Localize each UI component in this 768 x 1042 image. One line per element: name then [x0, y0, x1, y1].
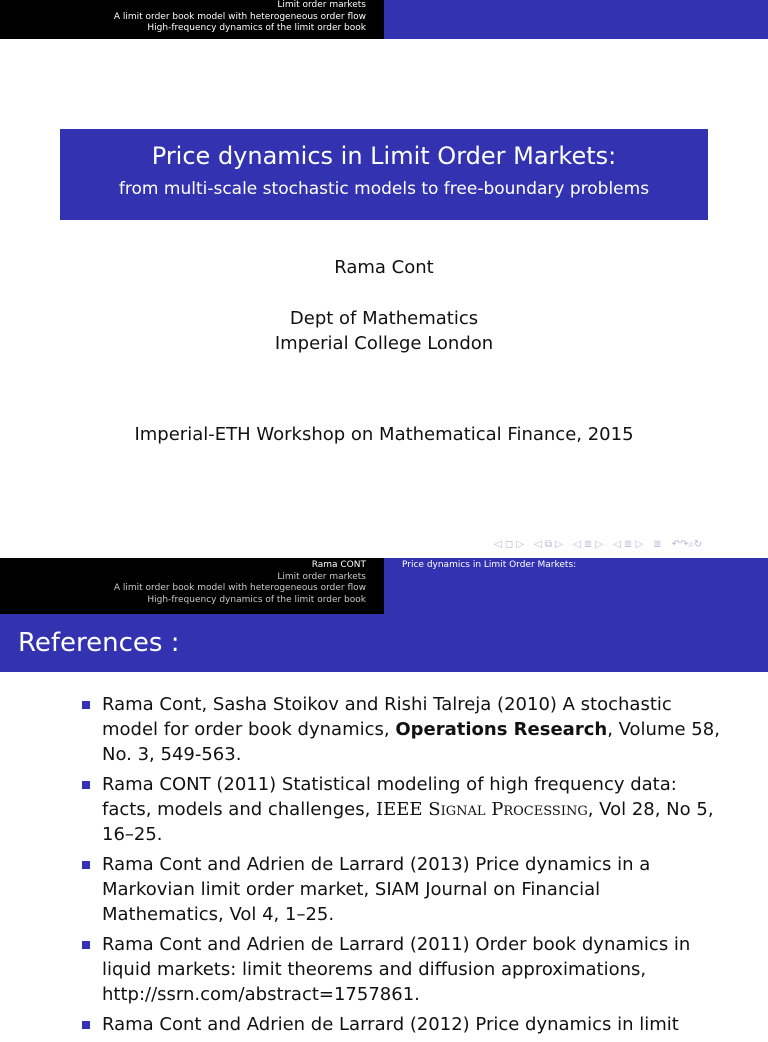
list-item [82, 692, 722, 767]
headline-author: Rama CONT [311, 560, 366, 570]
ref-text: Rama Cont, Sasha Stoikov and Rishi Talreja (2010) A stochastic model for order book dynamics, [102, 694, 672, 740]
section-nav-icon[interactable]: ◁ ≣ ▷ [572, 539, 604, 550]
headline-section[interactable]: Limit order markets [277, 0, 366, 10]
headline-section[interactable]: Limit order markets [277, 571, 366, 582]
headline-section[interactable]: High-frequency dynamics of the limit order book [147, 594, 366, 605]
ref-text: , Volume 58, No. 3, 549-563. [102, 719, 720, 765]
references-slide [0, 558, 768, 1035]
author-institution: Imperial College London [274, 333, 494, 354]
references-list [82, 692, 722, 1042]
headline-section[interactable]: High-frequency dynamics of the limit order book [147, 23, 366, 33]
author-dept: Dept of Mathematics [289, 308, 479, 329]
list-item [82, 852, 722, 927]
ref-text: , Vol 28, No 5, 16–25. [102, 799, 714, 845]
list-item [82, 1012, 722, 1037]
headline-right [384, 558, 768, 614]
slide-headline [0, 558, 768, 614]
headline-section[interactable]: A limit order book model with heterogeneous order flow [113, 11, 366, 22]
presentation-subtitle: from multi-scale stochastic models to free-boundary problems [118, 179, 650, 199]
author-name: Rama Cont [334, 257, 434, 278]
ref-journal: Operations Research [395, 719, 608, 740]
ref-text: Rama Cont and Adrien de Larrard (2011) Order book dynamics in liquid markets: limit theorems and diffusion approximations, http://ssrn.com/abstract=1757861. [102, 934, 691, 1005]
beamer-navigation [494, 539, 705, 550]
event-name: Imperial-ETH Workshop on Mathematical Finance, 2015 [134, 424, 634, 445]
frame-nav-icon[interactable]: ◁ ◻ ▷ [494, 539, 525, 550]
search-icon[interactable]: ↶↷⌕↻ [671, 539, 703, 550]
headline-short-title: Price dynamics in Limit Order Markets: [402, 560, 577, 570]
bullet-icon [82, 1021, 90, 1029]
frame-title: References : [0, 614, 768, 672]
bullet-icon [82, 941, 90, 949]
slide-headline [0, 0, 768, 39]
headline-sections [0, 0, 384, 39]
ref-text: Rama Cont and Adrien de Larrard (2012) Price dynamics in limit [102, 1014, 679, 1035]
subsection-nav-icon[interactable]: ◁ ⧉ ▷ [534, 539, 563, 550]
title-block [60, 129, 708, 220]
ref-text: Rama CONT (2011) Statistical modeling of high frequency data: facts, models and challenges, [102, 774, 677, 820]
presentation-title: Price dynamics in Limit Order Markets: [151, 142, 617, 170]
list-item [82, 932, 722, 1007]
headline-sections [0, 558, 384, 614]
headline-section[interactable]: A limit order book model with heterogeneous order flow [113, 583, 366, 593]
bullet-icon [82, 861, 90, 869]
list-item [82, 772, 722, 847]
bullet-icon [82, 781, 90, 789]
ref-journal: IEEE Signal Processing [376, 799, 588, 820]
align-icon[interactable]: ≣ [653, 539, 662, 550]
ref-text: Rama Cont and Adrien de Larrard (2013) Price dynamics in a Markovian limit order market, SIAM Journal on Financial Mathematics, Vol 4, 1–25. [102, 854, 651, 925]
bullet-icon [82, 701, 90, 709]
headline-right [384, 0, 768, 39]
section-nav-icon-2[interactable]: ◁ ≣ ▷ [613, 539, 644, 550]
